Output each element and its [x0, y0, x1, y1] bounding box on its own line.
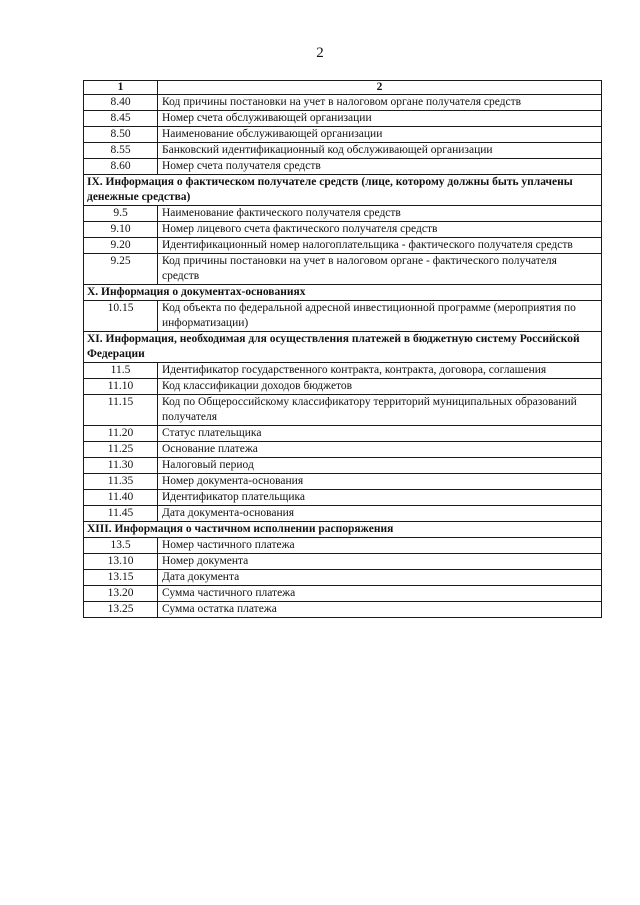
- row-code: 8.55: [84, 143, 158, 159]
- row-code: 9.5: [84, 206, 158, 222]
- row-description: Дата документа-основания: [158, 506, 602, 522]
- row-description: Номер лицевого счета фактического получателя средств: [158, 222, 602, 238]
- row-description: Номер счета обслуживающей организации: [158, 111, 602, 127]
- row-code: 9.10: [84, 222, 158, 238]
- row-code: 13.20: [84, 586, 158, 602]
- row-description: Наименование фактического получателя средств: [158, 206, 602, 222]
- row-description: Номер документа-основания: [158, 474, 602, 490]
- table-row: [84, 554, 602, 570]
- row-description: Код причины постановки на учет в налоговом органе получателя средств: [158, 95, 602, 111]
- table-row: [84, 570, 602, 586]
- row-code: 11.15: [84, 395, 158, 426]
- table-row: [84, 111, 602, 127]
- row-code: 11.5: [84, 363, 158, 379]
- row-code: 10.15: [84, 301, 158, 332]
- row-code: 8.50: [84, 127, 158, 143]
- table-row: [84, 538, 602, 554]
- row-code: 11.35: [84, 474, 158, 490]
- row-code: 11.45: [84, 506, 158, 522]
- section-header-row: [84, 522, 602, 538]
- row-code: 9.20: [84, 238, 158, 254]
- table-row: [84, 254, 602, 285]
- row-code: 8.45: [84, 111, 158, 127]
- section-header-row: [84, 285, 602, 301]
- table-row: [84, 426, 602, 442]
- row-description: Сумма частичного платежа: [158, 586, 602, 602]
- table-row: [84, 143, 602, 159]
- table-row: [84, 301, 602, 332]
- section-header-row: [84, 175, 602, 206]
- row-description: Номер счета получателя средств: [158, 159, 602, 175]
- requisites-table: [83, 80, 602, 618]
- row-description: Дата документа: [158, 570, 602, 586]
- section-title: IX. Информация о фактическом получателе средств (лице, которому должны быть уплачены денежные средства): [84, 175, 602, 206]
- row-description: Номер документа: [158, 554, 602, 570]
- section-title: XI. Информация, необходимая для осуществления платежей в бюджетную систему Российской Федерации: [84, 332, 602, 363]
- table-row: [84, 395, 602, 426]
- table-row: [84, 490, 602, 506]
- row-code: 11.25: [84, 442, 158, 458]
- column-header-code: 1: [84, 81, 158, 95]
- section-title: XIII. Информация о частичном исполнении распоряжения: [84, 522, 602, 538]
- table-row: [84, 238, 602, 254]
- row-description: Код классификации доходов бюджетов: [158, 379, 602, 395]
- page-number: 2: [316, 45, 324, 61]
- row-code: 13.5: [84, 538, 158, 554]
- table-row: [84, 95, 602, 111]
- row-code: 11.30: [84, 458, 158, 474]
- row-code: 11.20: [84, 426, 158, 442]
- row-description: Основание платежа: [158, 442, 602, 458]
- section-header-row: [84, 332, 602, 363]
- row-code: 9.25: [84, 254, 158, 285]
- row-description: Идентификатор государственного контракта, контракта, договора, соглашения: [158, 363, 602, 379]
- row-description: Наименование обслуживающей организации: [158, 127, 602, 143]
- row-code: 13.10: [84, 554, 158, 570]
- row-description: Статус плательщика: [158, 426, 602, 442]
- row-code: 13.15: [84, 570, 158, 586]
- table-row: [84, 442, 602, 458]
- row-description: Идентификационный номер налогоплательщика - фактического получателя средств: [158, 238, 602, 254]
- table-header-row: [84, 81, 602, 95]
- row-description: Номер частичного платежа: [158, 538, 602, 554]
- row-description: Код объекта по федеральной адресной инвестиционной программе (мероприятия по информатизации): [158, 301, 602, 332]
- row-description: Налоговый период: [158, 458, 602, 474]
- table-row: [84, 586, 602, 602]
- row-description: Код причины постановки на учет в налоговом органе - фактического получателя средств: [158, 254, 602, 285]
- table-row: [84, 159, 602, 175]
- row-description: Банковский идентификационный код обслуживающей организации: [158, 143, 602, 159]
- row-description: Идентификатор плательщика: [158, 490, 602, 506]
- table-row: [84, 379, 602, 395]
- row-code: 8.40: [84, 95, 158, 111]
- table-row: [84, 506, 602, 522]
- table-row: [84, 206, 602, 222]
- row-code: 11.40: [84, 490, 158, 506]
- table-row: [84, 127, 602, 143]
- table-row: [84, 363, 602, 379]
- table-row: [84, 222, 602, 238]
- table-body: [84, 95, 602, 618]
- row-code: 13.25: [84, 602, 158, 618]
- row-code: 11.10: [84, 379, 158, 395]
- row-description: Сумма остатка платежа: [158, 602, 602, 618]
- row-description: Код по Общероссийскому классификатору территорий муниципальных образований получателя: [158, 395, 602, 426]
- section-title: X. Информация о документах-основаниях: [84, 285, 602, 301]
- row-code: 8.60: [84, 159, 158, 175]
- table-row: [84, 458, 602, 474]
- table-row: [84, 474, 602, 490]
- column-header-description: 2: [158, 81, 602, 95]
- table-row: [84, 602, 602, 618]
